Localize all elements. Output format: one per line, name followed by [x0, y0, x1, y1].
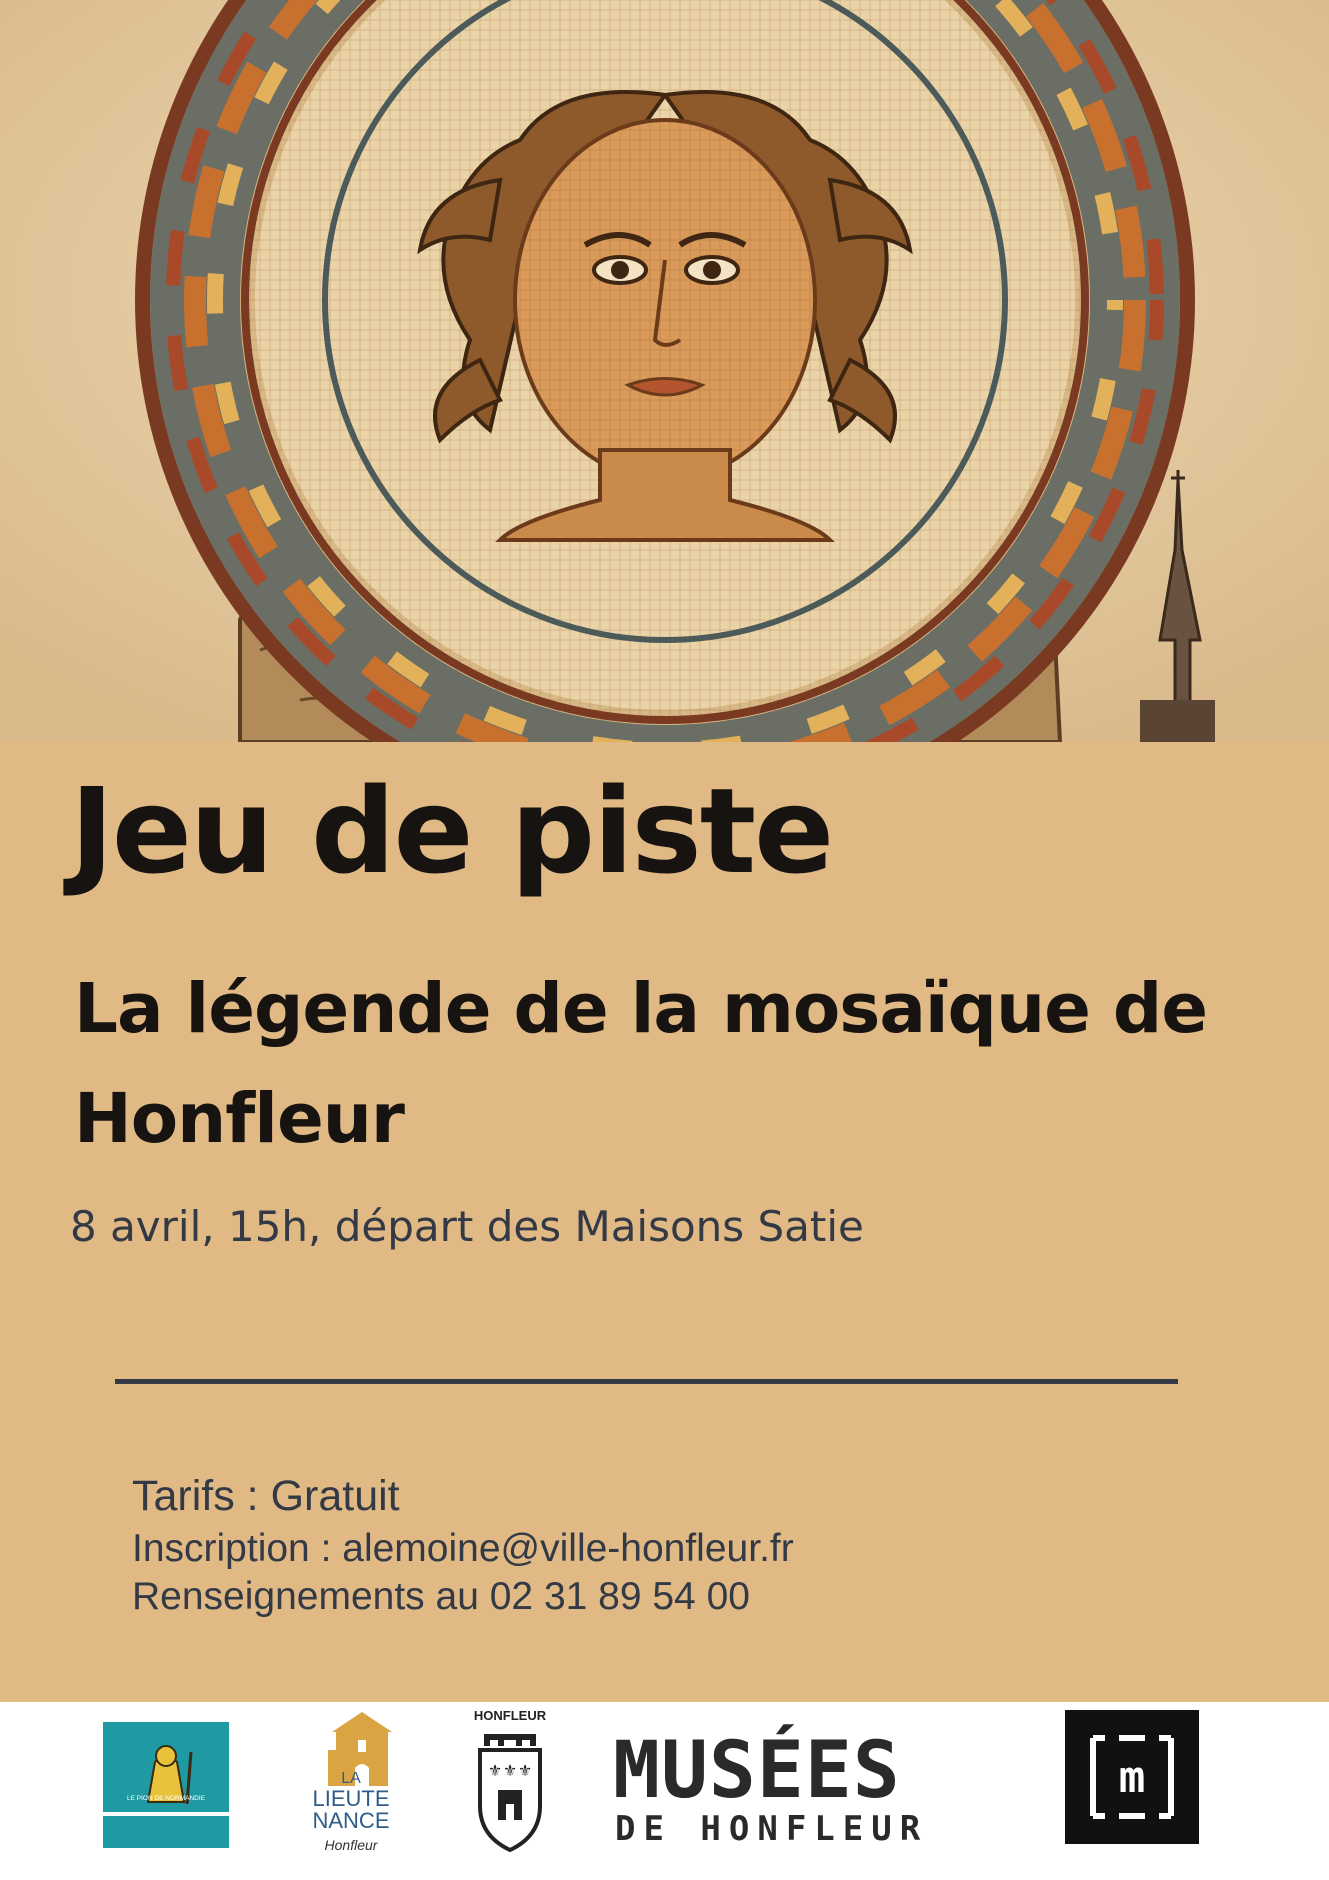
pion-de-normandie-logo	[103, 1722, 229, 1848]
price-info: Tarifs : Gratuit	[132, 1472, 400, 1520]
mosaic-medusa-image	[0, 0, 1329, 742]
contact-info: Renseignements au 02 31 89 54 00	[132, 1575, 750, 1618]
de-honfleur-wordmark: DE HONFLEUR	[615, 1809, 929, 1849]
svg-text:⚜: ⚜	[502, 1761, 518, 1780]
m-square-logo	[1065, 1710, 1199, 1844]
honfleur-crest-icon	[470, 1726, 550, 1856]
hero-mosaic-illustration	[0, 0, 1329, 742]
svg-text:⚜: ⚜	[517, 1761, 533, 1780]
registration-info: Inscription : alemoine@ville-honfleur.fr	[132, 1527, 794, 1570]
pion-de-normandie-icon	[103, 1722, 229, 1848]
m-bracket-icon	[1065, 1710, 1199, 1844]
event-info-panel	[0, 742, 1329, 1702]
musees-de-honfleur-logo	[613, 1726, 1003, 1852]
musees-wordmark: MUSÉES	[613, 1726, 901, 1816]
event-title: Jeu de piste	[70, 762, 833, 900]
partner-logos-footer	[0, 1702, 1329, 1880]
lieutenance-lieute: LIEUTE	[312, 1786, 390, 1811]
honfleur-city-logo	[470, 1708, 550, 1858]
event-date-location: 8 avril, 15h, départ des Maisons Satie	[70, 1202, 864, 1251]
lieutenance-la: LA	[341, 1770, 361, 1787]
divider-line	[115, 1379, 1178, 1384]
svg-text:⚜: ⚜	[487, 1761, 503, 1780]
m-letter: m	[1118, 1752, 1146, 1803]
event-subtitle: La légende de la mosaïque de Honfleur	[74, 969, 1208, 1159]
pion-logo-text: LE PION DE NORMANDIE	[126, 1795, 206, 1802]
lieutenance-nance: NANCE	[312, 1808, 390, 1833]
lieutenance-logo	[292, 1710, 410, 1860]
honfleur-label: HONFLEUR	[473, 1708, 547, 1723]
lieutenance-city: Honfleur	[324, 1837, 378, 1853]
